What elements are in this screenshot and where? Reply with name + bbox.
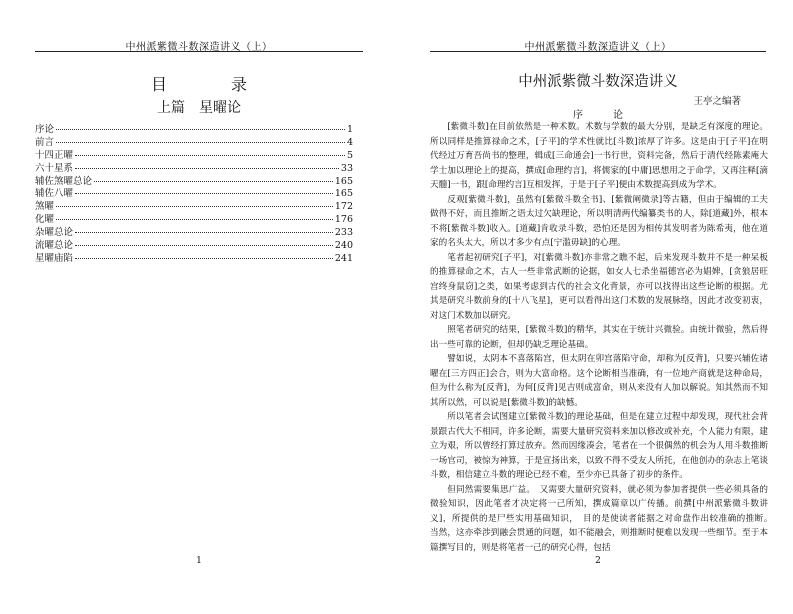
page-number: 2 bbox=[595, 556, 601, 566]
running-head: 中州派紫微斗数深造讲义（上） bbox=[125, 42, 273, 53]
body-text bbox=[430, 120, 777, 555]
toc-entry[interactable] bbox=[35, 147, 353, 160]
toc-leader-dots bbox=[75, 155, 345, 156]
toc-entry-label: 十四正曜 bbox=[35, 149, 74, 161]
left-page bbox=[0, 0, 396, 614]
running-head: 中州派紫微斗数深造讲义（上） bbox=[524, 42, 672, 53]
toc-entry-label: 煞曜 bbox=[35, 201, 55, 213]
toc-entry[interactable] bbox=[35, 121, 353, 134]
toc-leader-dots bbox=[56, 206, 333, 207]
toc-entry-label: 六十星系 bbox=[35, 162, 74, 174]
body-paragraph: [紫微斗数]在目前依然是一种术数。术数与学数的最大分别，是缺乏有深度的理论。所以同样是推算禄命之术，[子平]的学术性就比[斗数]浓厚了许多。这是由于[子平]在明代经过万育吾尚书的整理，辑成[三命通会]一书行世，资料完备，然后于清代经陈素庵大学士加以理论上的提高，撰成[命理约言]，将儒家的[中庸]思想用之于命学，又再注释[滴天髓]一书，跟[命理约言]互相发挥，于是于[子平]便由术数提高到成为学术。 bbox=[430, 122, 768, 190]
body-paragraph: 反观[紫微斗数]，虽然有[紫微斗数全书]、[紫微阐微录]等古籍，但由于编辑的工夫做得不好，而且推断之语太过欠缺理论，所以明清两代编纂类书的人，除[道藏]外，根本不将[紫微斗数]收入。[道藏]肯收录斗数，恐怕还是因为相传其发明者为陈希夷，他在道家的名头太大，所以才多少有点[宁滥毋缺]的心理。 bbox=[430, 194, 768, 248]
toc-list bbox=[35, 121, 353, 263]
toc-entry-page: 165 bbox=[334, 188, 353, 200]
toc-entry[interactable] bbox=[35, 250, 353, 263]
toc-leader-dots bbox=[94, 181, 333, 182]
header-rule bbox=[430, 51, 766, 52]
toc-leader-dots bbox=[75, 232, 333, 233]
toc-entry-page: 176 bbox=[334, 214, 353, 226]
toc-entry[interactable] bbox=[35, 160, 353, 173]
section-heading: 序 论 bbox=[573, 110, 633, 121]
toc-title: 目 录 bbox=[150, 75, 271, 94]
toc-entry-label: 前言 bbox=[35, 136, 55, 148]
header-rule bbox=[35, 51, 363, 52]
body-paragraph: 照笔者研究的结果，[紫微斗数]的精华，其实在于统计兴微验。由统计微验，然后得出一些可靠的论断，但却仍缺乏理论基础。 bbox=[430, 325, 768, 350]
toc-subtitle: 上篇 星曜论 bbox=[157, 100, 241, 116]
toc-leader-dots bbox=[75, 258, 333, 259]
toc-entry-label: 化曜 bbox=[35, 214, 55, 226]
toc-entry-page: 172 bbox=[334, 201, 353, 213]
toc-entry[interactable] bbox=[35, 198, 353, 211]
toc-leader-dots bbox=[56, 129, 345, 130]
toc-leader-dots bbox=[56, 142, 345, 143]
page-number: 1 bbox=[196, 556, 202, 566]
toc-entry-label: 流曜总论 bbox=[35, 240, 74, 252]
toc-entry[interactable] bbox=[35, 134, 353, 147]
toc-entry-label: 杂曜总论 bbox=[35, 227, 74, 239]
toc-entry-page: 5 bbox=[346, 149, 353, 161]
toc-entry-page: 165 bbox=[334, 175, 353, 187]
toc-entry-page: 233 bbox=[334, 227, 353, 239]
toc-entry-page: 4 bbox=[346, 136, 353, 148]
toc-entry[interactable] bbox=[35, 173, 353, 186]
toc-entry-page: 241 bbox=[334, 252, 353, 264]
toc-leader-dots bbox=[75, 168, 339, 169]
toc-entry-label: 辅佐八曜 bbox=[35, 188, 74, 200]
toc-entry[interactable] bbox=[35, 211, 353, 224]
toc-entry-page: 33 bbox=[340, 162, 353, 174]
body-paragraph: 譬如说，太阴本不喜落陷宫，但太阴在卯宫落陷守命，却称为[反背]，只要兴辅佐诸曜在[三方四正]会合，则为大富命格。这个论断相当准确，有一位地产商就是这种命局，但为什么称为[反背]，为何[反背]见吉则成富命，则从来没有人加以解说。知其然而不知其所以然，可以说是[紫微斗数]的缺憾。 bbox=[430, 354, 768, 408]
body-paragraph: 笔者起初研究[子平]，对[紫微斗数]亦非常之瞧不起，后来发现斗数并不是一种呆板的推算禄命之术，古人一些非常武断的论据，如女人七杀坐福德宫必为娼婢，[贪狼居旺宫终身鼠窃]之类，如果考虑到古代的社会文化背景，亦可以找得出这些论断的根据。尤其是研究斗数前身的[十八飞星]，更可以看得出这门术数的发展脉络，因此才改变初衷，对这门术数加以研究。 bbox=[430, 252, 768, 321]
toc-entry-label: 星曜庙陷 bbox=[35, 252, 74, 264]
right-page bbox=[396, 0, 793, 614]
toc-entry[interactable] bbox=[35, 185, 353, 198]
toc-entry-label: 序论 bbox=[35, 124, 55, 135]
toc-leader-dots bbox=[56, 219, 333, 220]
document-title: 中州派紫微斗数深造讲义 bbox=[518, 74, 678, 90]
toc-entry-label: 辅佐煞曜总论 bbox=[35, 175, 93, 187]
toc-entry[interactable] bbox=[35, 224, 353, 237]
author-line: 王亭之编著 bbox=[693, 96, 741, 107]
body-paragraph: 所以笔者会试图建立[紫微斗数]的理论基础，但是在建立过程中却发现，现代社会背景跟古代大不相同，许多论断，需要大量研究资料来加以修改或补充，个人能力有限，建立为艰，所以曾经打算过放弃。然而因缘凑会，笔者在一个很偶然的机会为人用斗数推断一场官司，被惊为神算，于是宣扬出来，以致不得不受友人所托，在他创办的杂志上笔谈斗数，相信建立斗数的理论已经不难，至少亦已具备了初步的条件。 bbox=[430, 412, 768, 480]
toc-entry-page: 1 bbox=[346, 124, 353, 135]
body-paragraph: 但同然需要集思广益。 又需要大量研究资料，就必须为参加者提供一些必须具备的微验知识，因此笔者才决定将一己所知，撰成篇章以广传播。前撰[中州派紫微斗数讲义]，所提供的是尸些实用基础知识， 目的是使读者能据之对命盘作出较准确的推断。 当然，这亦牵涉到融会贯通的问题，如不能融会，则推断时便难以发现一些细节。至于本篇撰写目的，则是将笔者一己的研究心得，包括 bbox=[430, 484, 777, 553]
toc-leader-dots bbox=[75, 193, 333, 194]
toc-leader-dots bbox=[75, 245, 333, 246]
toc-entry-page: 240 bbox=[334, 240, 353, 252]
toc-entry[interactable] bbox=[35, 237, 353, 250]
